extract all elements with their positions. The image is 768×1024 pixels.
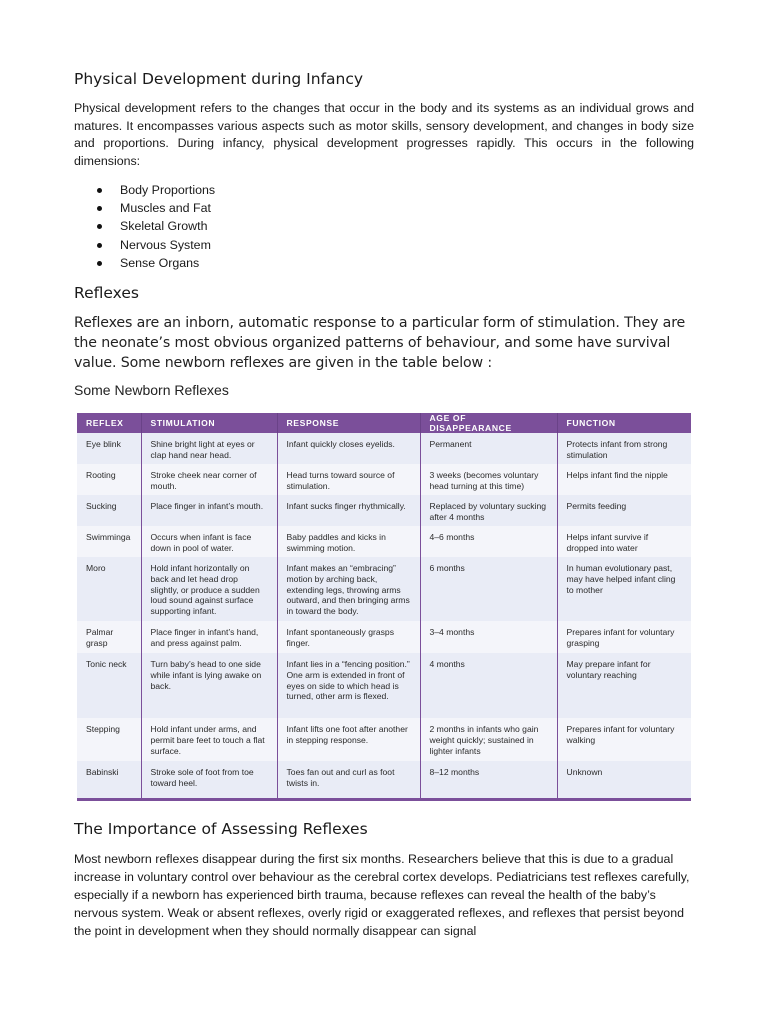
cell-reflex: Stepping — [77, 718, 141, 761]
cell-response: Infant sucks finger rhythmically. — [277, 495, 420, 526]
cell-reflex: Moro — [77, 557, 141, 621]
cell-reflex: Swimminga — [77, 526, 141, 557]
cell-function: Unknown — [557, 761, 691, 798]
cell-response: Infant quickly closes eyelids. — [277, 433, 420, 464]
cell-age: 4–6 months — [420, 526, 557, 557]
list-item: Nervous System — [74, 236, 215, 254]
heading-reflexes: Reflexes — [74, 284, 139, 302]
table-row — [77, 653, 691, 718]
cell-reflex: Eye blink — [77, 433, 141, 464]
cell-response: Infant lifts one foot after another in stepping response. — [277, 718, 420, 761]
paragraph-assessing-reflexes: Most newborn reflexes disappear during the first six months. Researchers believe that this is due to a gradual increase in voluntary control over behaviour as the cerebral cortex develops. Pediatricians test reflexes carefully, especially if a newborn has experienced birth trauma, because reflexes can reveal the health of the baby’s nervous system. Weak or absent reflexes, overly rigid or exaggerated reflexes, and reflexes that persist beyond the point in development when they should normally disappear can signal — [74, 852, 690, 938]
bullet-icon — [97, 188, 102, 193]
cell-stimulation: Place finger in infant’s mouth. — [141, 495, 277, 526]
newborn-reflexes-table — [77, 413, 691, 801]
header-stimulation: STIMULATION — [141, 413, 277, 433]
cell-function: Protects infant from strong stimulation — [557, 433, 691, 464]
cell-reflex: Babinski — [77, 761, 141, 798]
cell-response: Toes fan out and curl as foot twists in. — [277, 761, 420, 798]
table-bottom-rule — [77, 798, 691, 801]
bullet-icon — [97, 261, 102, 266]
list-item: Skeletal Growth — [74, 217, 215, 235]
cell-response: Infant spontaneously grasps finger. — [277, 621, 420, 653]
header-age-of-disappearance: AGE OF DISAPPEARANCE — [420, 413, 557, 433]
list-item: Sense Organs — [74, 254, 215, 272]
cell-stimulation: Hold infant horizontally on back and let head drop slightly, or produce a sudden loud sound against surface supporting infant. — [141, 557, 277, 621]
cell-function: Helps infant survive if dropped into water — [557, 526, 691, 557]
cell-reflex: Sucking — [77, 495, 141, 526]
cell-function: May prepare infant for voluntary reaching — [557, 653, 691, 718]
cell-age: Replaced by voluntary sucking after 4 months — [420, 495, 557, 526]
bullet-icon — [97, 243, 102, 248]
cell-function: In human evolutionary past, may have helped infant cling to mother — [557, 557, 691, 621]
header-function: FUNCTION — [557, 413, 691, 433]
table-row — [77, 557, 691, 621]
header-reflex: REFLEX — [77, 413, 141, 433]
cell-function: Prepares infant for voluntary walking — [557, 718, 691, 761]
dimensions-list — [74, 181, 215, 272]
table-row — [77, 495, 691, 526]
table-header-row — [77, 413, 691, 433]
cell-stimulation: Stroke cheek near corner of mouth. — [141, 464, 277, 495]
cell-stimulation: Hold infant under arms, and permit bare feet to touch a flat surface. — [141, 718, 277, 761]
cell-stimulation: Place finger in infant’s hand, and press against palm. — [141, 621, 277, 653]
cell-age: 2 months in infants who gain weight quickly; sustained in lighter infants — [420, 718, 557, 761]
cell-reflex: Tonic neck — [77, 653, 141, 718]
cell-function: Prepares infant for voluntary grasping — [557, 621, 691, 653]
cell-stimulation: Occurs when infant is face down in pool of water. — [141, 526, 277, 557]
bullet-icon — [97, 206, 102, 211]
cell-response: Head turns toward source of stimulation. — [277, 464, 420, 495]
cell-reflex: Palmar grasp — [77, 621, 141, 653]
table-row — [77, 718, 691, 761]
list-item: Muscles and Fat — [74, 199, 215, 217]
table-row — [77, 761, 691, 798]
heading-assessing-reflexes: The Importance of Assessing Reflexes — [74, 820, 368, 838]
table-row — [77, 433, 691, 464]
cell-age: 8–12 months — [420, 761, 557, 798]
header-response: RESPONSE — [277, 413, 420, 433]
cell-age: 4 months — [420, 653, 557, 718]
heading-physical-development: Physical Development during Infancy — [74, 70, 364, 88]
table-row — [77, 621, 691, 653]
cell-stimulation: Turn baby’s head to one side while infant is lying awake on back. — [141, 653, 277, 718]
bullet-icon — [97, 224, 102, 229]
cell-stimulation: Stroke sole of foot from toe toward heel. — [141, 761, 277, 798]
table-row — [77, 526, 691, 557]
cell-age: 6 months — [420, 557, 557, 621]
table-row — [77, 464, 691, 495]
cell-function: Permits feeding — [557, 495, 691, 526]
cell-response: Infant makes an “embracing” motion by arching back, extending legs, throwing arms outward, and then bringing arms in toward the body. — [277, 557, 420, 621]
cell-reflex: Rooting — [77, 464, 141, 495]
cell-age: 3 weeks (becomes voluntary head turning at this time) — [420, 464, 557, 495]
cell-function: Helps infant find the nipple — [557, 464, 691, 495]
paragraph-physical-development: Physical development refers to the changes that occur in the body and its systems as an individual grows and matures. It encompasses various aspects such as motor skills, sensory development, and changes in body size and proportions. During infancy, physical development progresses rapidly. This occurs in the following dimensions: — [74, 101, 694, 168]
table-caption: Some Newborn Reflexes — [74, 382, 229, 398]
list-item: Body Proportions — [74, 181, 215, 199]
cell-age: 3–4 months — [420, 621, 557, 653]
paragraph-reflexes: Reflexes are an inborn, automatic response to a particular form of stimulation. They are the neonate’s most obvious organized patterns of behaviour, and some have survival value. Some newborn reflexes are given in the table below : — [74, 315, 686, 371]
cell-age: Permanent — [420, 433, 557, 464]
cell-response: Infant lies in a “fencing position.” One arm is extended in front of eyes on side to which head is turned, other arm is flexed. — [277, 653, 420, 718]
cell-stimulation: Shine bright light at eyes or clap hand near head. — [141, 433, 277, 464]
cell-response: Baby paddles and kicks in swimming motion. — [277, 526, 420, 557]
